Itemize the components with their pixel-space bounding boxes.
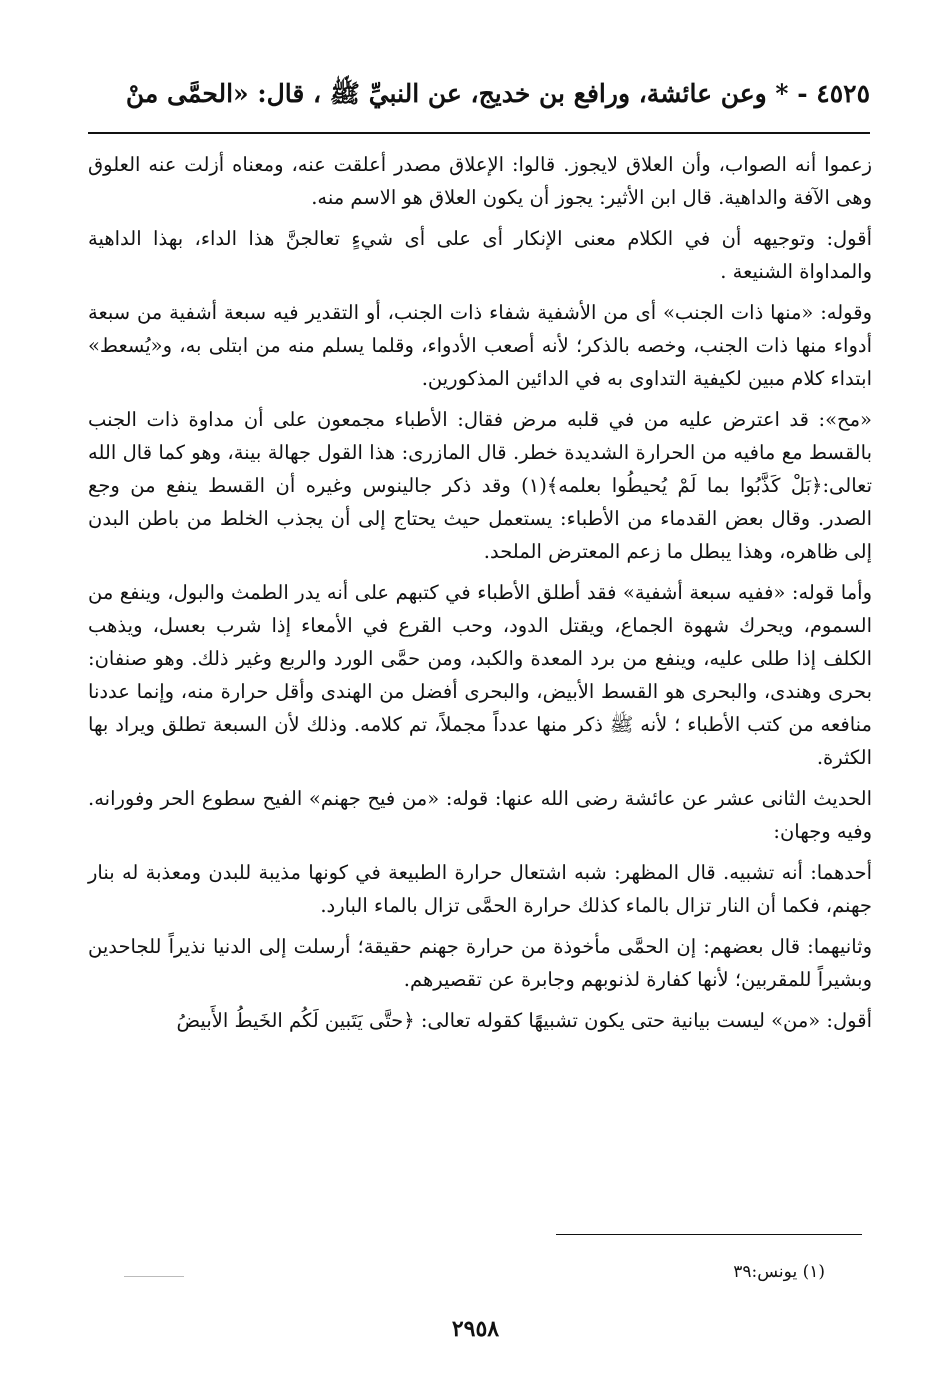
- hadith-header: ٤٥٢٥ - * وعن عائشة، ورافع بن خديج، عن النبيِّ ﷺ ، قال: «الحمَّى منْ: [125, 79, 870, 108]
- paragraph: وقوله: «منها ذات الجنب» أى من الأشفية شفاء ذات الجنب، أو التقدير فيه سبعة أشفية من سبعة أدواء منها ذات الجنب، وخصه بالذكر؛ لأنه أصعب الأدواء، وقلما يسلم منه من ابتلى به، و«يُسعط» ابتداء كلام مبين لكيفية التداوى به في الدائين المذكورين.: [88, 301, 872, 390]
- page-number: ٢٩٥٨: [451, 1316, 500, 1342]
- faint-divider: [124, 1276, 184, 1277]
- paragraph: الحديث الثانى عشر عن عائشة رضى الله عنها: قوله: «من فيح جهنم» الفيح سطوع الحر وفورانه. وفيه وجهان:: [88, 787, 872, 843]
- paragraph: وأما قوله: «ففيه سبعة أشفية» فقد أطلق الأطباء في كتبهم على أنه يدر الطمث والبول، وينفع من السموم، ويحرك شهوة الجماع، ويقتل الدود، وحب القرع في الأمعاء إذا شرب بعسل، ويذهب الكلف إذا طلى عليه، وينفع من برد المعدة والكبد، ومن حمَّى الورد والربع وغير ذلك. وهو صنفان: بحرى وهندى، والبحرى هو القسط الأبيض، والبحرى أفضل من الهندى وأقل حرارة منه، وإنما عددنا منافعه من كتب الأطباء ؛ لأنه ﷺ ذكر منها عدداً مجملاً، تم كلامه. وذلك لأن السبعة تطلق ويراد بها الكثرة.: [88, 581, 873, 769]
- paragraph: وثانيهما: قال بعضهم: إن الحمَّى مأخوذة من حرارة جهنم حقيقة؛ أرسلت إلى الدنيا نذيراً للجاحدين وبشيراً للمقربين؛ لأنها كفارة لذنوبهم وجابرة عن تقصيرهم.: [88, 935, 872, 991]
- footnote-divider: [556, 1234, 862, 1235]
- paragraph: أحدهما: أنه تشبيه. قال المظهر: شبه اشتعال حرارة الطبيعة في كونها مذيبة للبدن ومعذبة له بنار جهنم، فكما أن النار تزال بالماء كذلك حرارة الحمَّى تزال بالماء البارد.: [88, 861, 872, 917]
- header-divider: [88, 132, 870, 134]
- footnote: (١) يونس:٣٩: [733, 1262, 825, 1282]
- paragraph: أقول: «من» ليست بيانية حتى يكون تشبيهًا كقوله تعالى: ﴿حتَّى يَتَبين لَكُم الخَيطُ الأَبيضُ: [176, 1009, 872, 1032]
- paragraph: «مح»: قد اعترض عليه من في قلبه مرض فقال: الأطباء مجمعون على أن مداوة ذات الجنب بالقسط مع مافيه من الحرارة الشديدة خطر. قال المازرى: هذا القول جهالة بينة، وهو كما قال الله تعالى:﴿بَلْ كَذَّبُوا بما لَمْ يُحيطُوا بعلمه﴾(١) وقد ذكر جالينوس وغيره أن القسط ينفع من وجع الصدر. وقال بعض القدماء من الأطباء: يستعمل حيث يحتاج إلى أن يجذب الخلط من باطن البدن إلى ظاهره، وهذا يبطل ما زعم المعترض الملحد.: [88, 408, 873, 563]
- paragraph: أقول: وتوجيهه أن في الكلام معنى الإنكار أى على أى شيءٍ تعالجنَّ هذا الداء، بهذا الداهية والمداواة الشنيعة .: [88, 227, 872, 283]
- paragraph: زعموا أنه الصواب، وأن العلاق لايجوز. قالوا: الإعلاق مصدر أعلقت عنه، ومعناه أزلت عنه العلوق وهى الآفة والداهية. قال ابن الأثير: يجوز أن يكون العلاق هو الاسم منه.: [88, 153, 872, 209]
- commentary-body: [88, 148, 872, 1045]
